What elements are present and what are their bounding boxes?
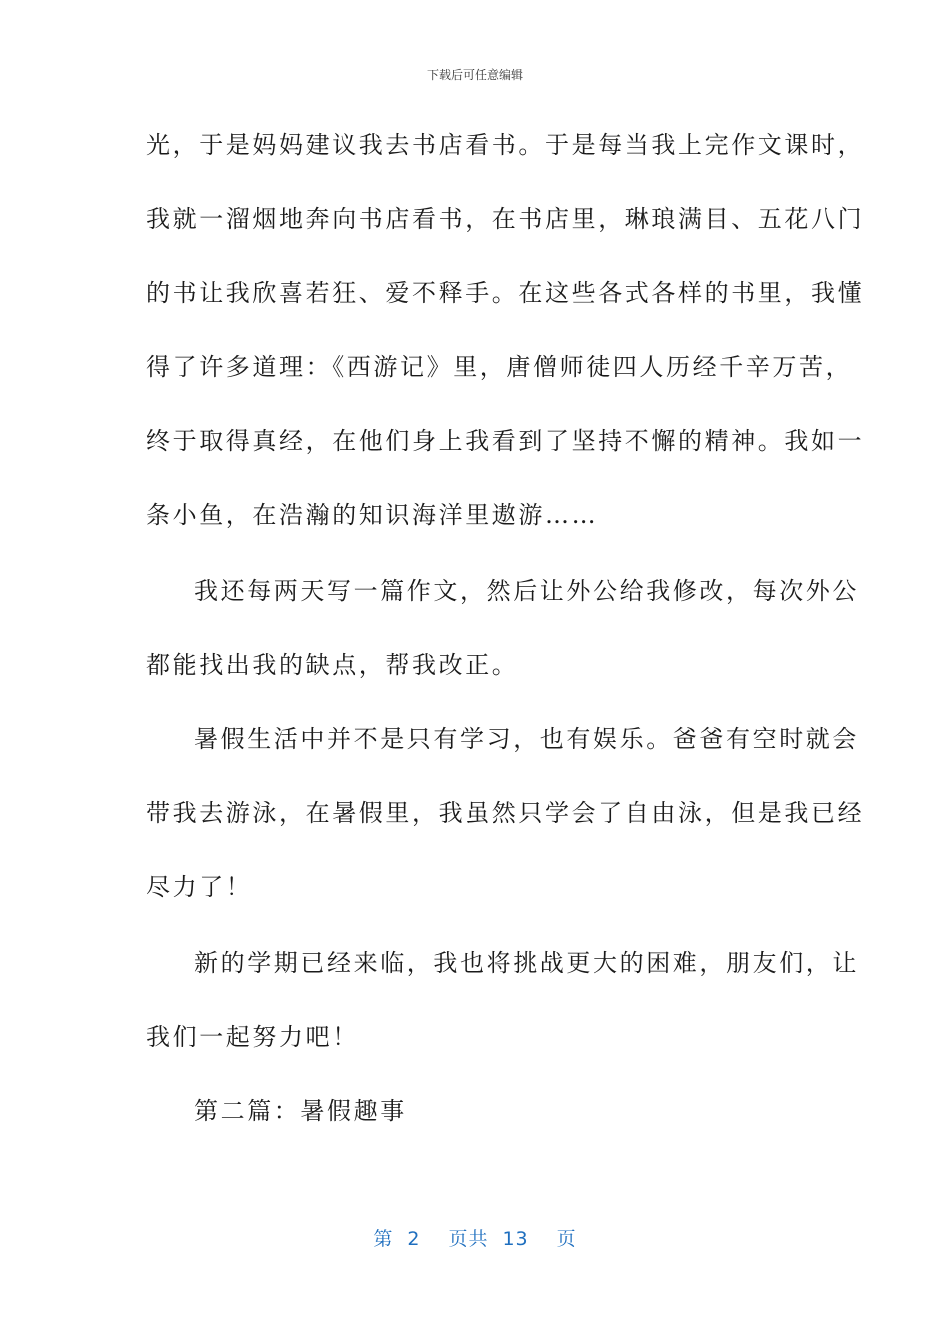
footer-suffix: 页 (556, 1228, 577, 1250)
footer-middle: 页共 (448, 1228, 489, 1250)
current-page-number: 2 (407, 1228, 421, 1250)
page-header: 下载后可任意编辑 (426, 68, 523, 82)
section-heading: 第二篇：暑假趣事 (194, 1097, 407, 1125)
paragraph-first-line: 新的学期已经来临，我也将挑战更大的困难，朋友们，让 (194, 949, 859, 977)
text-line: 我们一起努力吧！ (146, 1023, 359, 1051)
text-line: 得了许多道理：《西游记》里，唐僧师徒四人历经千辛万苦， (146, 353, 853, 381)
paragraph-first-line: 我还每两天写一篇作文，然后让外公给我修改，每次外公 (194, 577, 859, 605)
text-line: 尽力了！ (146, 873, 253, 901)
text-line: 的书让我欣喜若狂、爱不释手。在这些各式各样的书里，我懂 (146, 279, 865, 307)
text-line: 条小鱼，在浩瀚的知识海洋里遨游…… (146, 501, 599, 529)
page-footer (0, 1224, 950, 1251)
text-line: 带我去游泳，在暑假里，我虽然只学会了自由泳，但是我已经 (146, 799, 865, 827)
text-line: 终于取得真经，在他们身上我看到了坚持不懈的精神。我如一 (146, 427, 865, 455)
text-line: 我就一溜烟地奔向书店看书，在书店里，琳琅满目、五花八门 (146, 205, 865, 233)
text-line: 都能找出我的缺点，帮我改正。 (146, 651, 519, 679)
text-line: 光，于是妈妈建议我去书店看书。于是每当我上完作文课时， (146, 131, 865, 159)
footer-prefix: 第 (373, 1228, 394, 1250)
paragraph-first-line: 暑假生活中并不是只有学习，也有娱乐。爸爸有空时就会 (194, 725, 859, 753)
total-pages-number: 13 (502, 1228, 529, 1250)
